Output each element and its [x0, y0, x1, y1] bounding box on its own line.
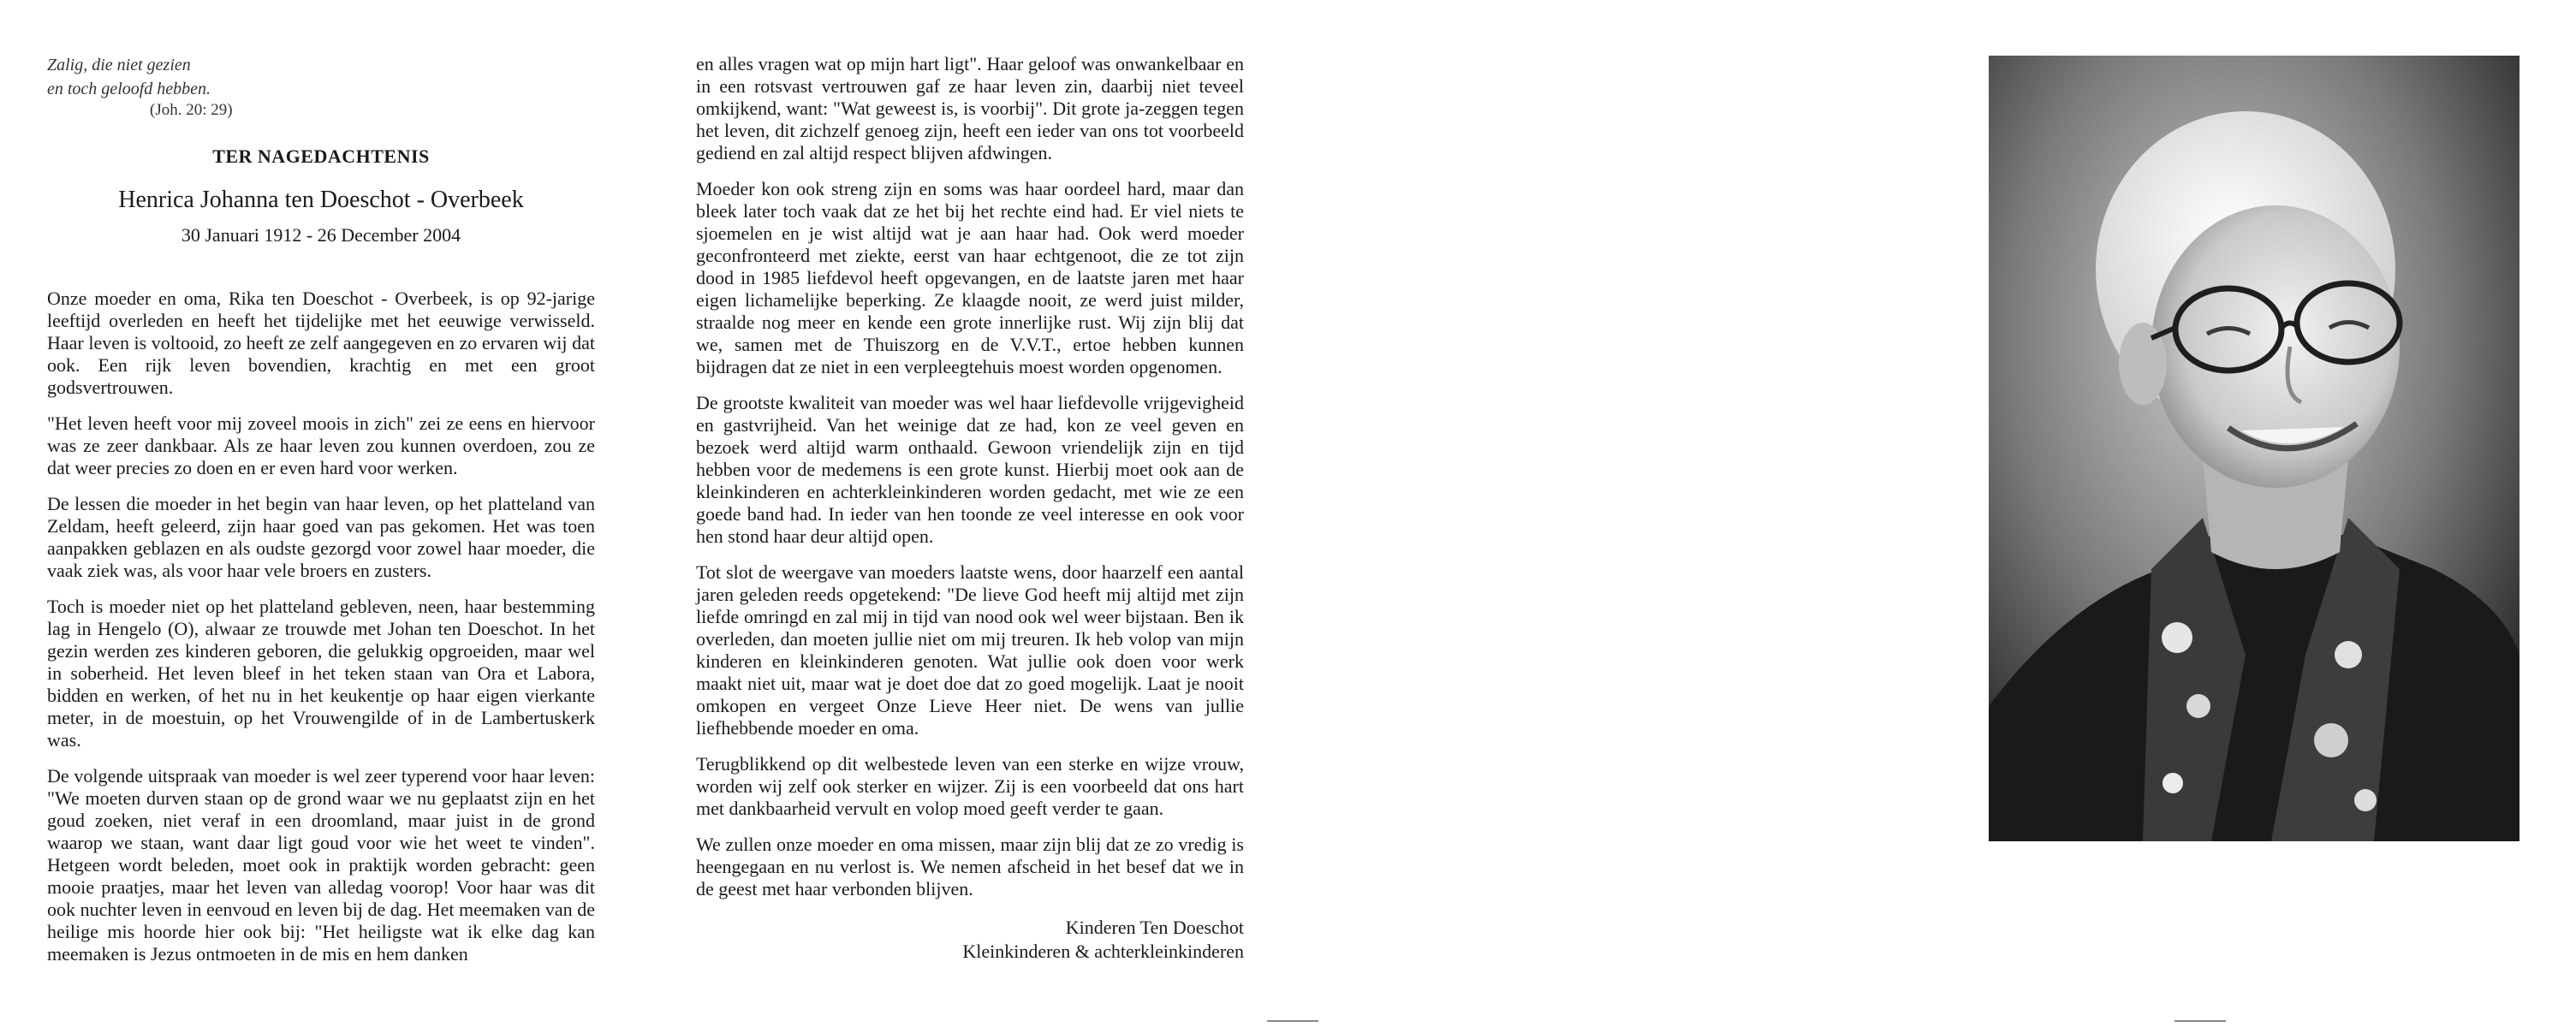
memorial-heading: TER NAGEDACHTENIS — [212, 145, 430, 167]
fold-mark — [1267, 1020, 1318, 1022]
left-paragraph: Toch is moeder niet op het platteland gebleven, neen, haar bestemming lag in Hengelo (O), alwaar ze trouwde met Johan ten Doeschot. In het gezin werden zes kinderen geboren, die gelukkig opgroeiden, maar wel in soberheid. Het leven bleef in het teken staan van Ora et Labora, bidden en werken, of het nu in het keukentje op haar eigen vierkante meter, in de moestuin, op het Vrouwengilde of in de Lambertuskerk was. — [47, 596, 595, 751]
epigraph-reference: (Joh. 20: 29) — [150, 101, 233, 119]
left-paragraph: Onze moeder en oma, Rika ten Doeschot - Overbeek, is op 92-jarige leeftijd overleden en heeft het tijdelijke met het eeuwige verwisseld. Haar leven is voltooid, zo heeft ze zelf aangegeven en zo ervaren wij dat ook. Een rijk leven bovendien, krachtig en met een groot godsvertrouwen. — [47, 288, 595, 398]
middle-page — [696, 53, 1244, 964]
middle-paragraph: Terugblikkend op dit welbestede leven van een sterke en wijze vrouw, worden wij zelf ook sterker en wijzer. Zij is een voorbeeld dat ons hart met dankbaarheid vervult en volop moed geeft verder te gaan. — [696, 753, 1244, 819]
portrait-illustration — [1989, 56, 2519, 841]
middle-paragraph: Tot slot de weergave van moeders laatste wens, door haarzelf een aantal jaren geleden reeds opgetekend: "De lieve God heeft mij altijd met zijn liefde omringd en zal mij in tijd van nood ook wel weer bijstaan. Ben ik overleden, dan moeten jullie niet om mij treuren. Ik heb volop van mijn kinderen en kleinkinderen genoten. Wat jullie ook doen voor werk maakt niet uit, maar wat je doet doe dat zo goed mogelijk. Laat je nooit omkopen en vergeet Onze Lieve Heer niet. De wens van jullie liefhebbende moeder en oma. — [696, 561, 1244, 739]
middle-paragraph: De grootste kwaliteit van moeder was wel haar liefdevolle vrijgevigheid en gastvrijheid. Van het weinige dat ze had, kon ze veel geven en bezoek werd altijd warm onthaald. Gewoon vriendelijk zijn en tijd hebben voor de medemens is een grote kunst. Hierbij moet ook aan de kleinkinderen en achterkleinkinderen worden gedacht, met wie ze een goede band had. In ieder van hen toonde ze veel interesse en ook voor hen stond haar deur altijd open. — [696, 392, 1244, 547]
signature-line-1: Kinderen Ten Doeschot — [1065, 917, 1244, 938]
epigraph-line-2: en toch geloofd hebben. — [47, 80, 211, 98]
left-paragraph: De volgende uitspraak van moeder is wel zeer typerend voor haar leven: "We moeten durven staan op de grond waar we nu geplaatst zijn en het goud zoeken, niet veraf in een droomland, maar juist in de grond waarop we staan, want daar ligt goud voor wie het weet te vinden". Hetgeen wordt beleden, moet ook in praktijk worden gebracht: geen mooie praatjes, maar het leven van alledag voorop! Voor haar was dit ook nuchter leven in eenvoud en leven bij de dag. Het meemaken van de heilige mis hoorde hier ook bij: "Het heiligste wat ik elke dag kan meemaken is Jezus ontmoeten in de mis en hem danken — [47, 765, 595, 965]
middle-paragraph: en alles vragen wat op mijn hart ligt". Haar geloof was onwankelbaar en in een rotsvast vertrouwen gaf ze haar leven zin, daarbij niet teveel omkijkend, want: "Wat geweest is, is voorbij". Dit grote ja-zeggen tegen het leven, dit zichzelf genoeg zijn, heeft een ieder van ons tot voorbeeld gediend en zal altijd respect blijven afdwingen. — [696, 53, 1244, 163]
left-paragraph: De lessen die moeder in het begin van haar leven, op het platteland van Zeldam, heeft geleerd, zijn haar goed van pas gekomen. Het was toen aanpakken geblazen en als oudste gezorgd voor zowel haar moeder, die vaak ziek was, als voor haar vele broers en zusters. — [47, 493, 595, 581]
middle-paragraph: Moeder kon ook streng zijn en soms was haar oordeel hard, maar dan bleek later toch vaak dat ze het bij het rechte eind had. Er viel niets te sjoemelen en je wist altijd wat je aan haar had. Ook werd moeder geconfronteerd met ziekte, eerst van haar echtgenoot, die ze tot zijn dood in 1985 liefdevol heeft opgevangen, en de laatste jaren met haar eigen lichamelijke beperking. Ze klaagde nooit, ze werd juist milder, straalde nog meer en kende een grote innerlijke rust. Wij zijn blij dat we, samen met de Thuiszorg en de V.V.T., ertoe hebben kunnen bijdragen dat ze niet in een verpleegtehuis moest worden opgenomen. — [696, 178, 1244, 377]
left-paragraph: "Het leven heeft voor mij zoveel moois in zich" zei ze eens en hiervoor was ze zeer dankbaar. Als ze haar leven zou kunnen overdoen, zou ze dat weer precies zo doen en er even hard voor werken. — [47, 413, 595, 478]
deceased-name: Henrica Johanna ten Doeschot - Overbeek — [118, 187, 524, 213]
portrait-photo — [1989, 56, 2519, 841]
fold-mark — [2174, 1020, 2226, 1022]
signature — [696, 916, 1244, 964]
life-dates: 30 Januari 1912 - 26 December 2004 — [181, 224, 461, 246]
epigraph-line-1: Zalig, die niet gezien — [47, 56, 191, 74]
middle-paragraph: We zullen onze moeder en oma missen, maar zijn blij dat ze zo vredig is heengegaan en nu verlost is. We nemen afscheid in het besef dat we in de geest met haar verbonden blijven. — [696, 834, 1244, 899]
signature-line-2: Kleinkinderen & achterkleinkinderen — [962, 941, 1244, 962]
